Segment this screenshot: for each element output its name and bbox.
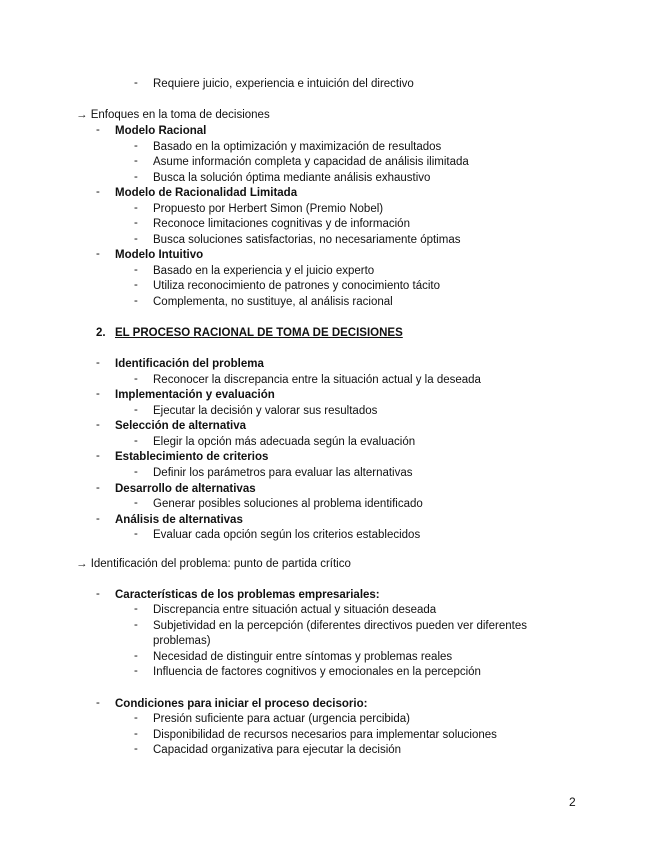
bullet-dash: -	[134, 497, 138, 509]
section-title: EL PROCESO RACIONAL DE TOMA DE DECISIONES	[115, 327, 403, 339]
subheading: Modelo Racional	[115, 125, 207, 137]
subheading: Modelo Intuitivo	[115, 249, 204, 261]
list-item: Reconoce limitaciones cognitivas y de información	[153, 218, 410, 230]
list-item: Asume información completa y capacidad de análisis ilimitada	[153, 156, 469, 168]
bullet-dash: -	[134, 728, 138, 740]
bullet-dash: -	[134, 295, 138, 307]
bullet-dash: -	[134, 77, 138, 89]
subheading: Análisis de alternativas	[115, 514, 243, 526]
list-item: Discrepancia entre situación actual y situación deseada	[153, 604, 437, 616]
subheading: Identificación del problema	[115, 358, 264, 370]
list-item: Ejecutar la decisión y valorar sus resultados	[153, 405, 378, 417]
bullet-dash: -	[134, 404, 138, 416]
list-item: Propuesto por Herbert Simon (Premio Nobel)	[153, 203, 384, 215]
bullet-dash: -	[96, 186, 100, 198]
bullet-dash: -	[96, 482, 100, 494]
subheading: Condiciones para iniciar el proceso decisorio:	[115, 698, 368, 710]
list-item: Necesidad de distinguir entre síntomas y problemas reales	[153, 651, 453, 663]
bullet-dash: -	[96, 388, 100, 400]
bullet-dash: -	[134, 217, 138, 229]
subheading: Modelo de Racionalidad Limitada	[115, 187, 298, 199]
bullet-dash: -	[134, 743, 138, 755]
bullet-dash: -	[134, 650, 138, 662]
bullet-dash: -	[134, 665, 138, 677]
subheading: Características de los problemas empresariales:	[115, 589, 380, 601]
bullet-dash: -	[134, 528, 138, 540]
subheading: Implementación y evaluación	[115, 389, 275, 401]
bullet-dash: -	[96, 588, 100, 600]
subheading: Desarrollo de alternativas	[115, 483, 256, 495]
page-number: 2	[569, 795, 576, 809]
list-item: Definir los parámetros para evaluar las alternativas	[153, 467, 413, 479]
section-heading: → Enfoques en la toma de decisiones	[76, 109, 270, 121]
bullet-dash: -	[96, 697, 100, 709]
list-item: Busca soluciones satisfactorias, no necesariamente óptimas	[153, 234, 461, 246]
bullet-dash: -	[134, 373, 138, 385]
bullet-dash: -	[96, 124, 100, 136]
list-item: Elegir la opción más adecuada según la evaluación	[153, 436, 416, 448]
list-item: Busca la solución óptima mediante análisis exhaustivo	[153, 172, 431, 184]
list-item: Evaluar cada opción según los criterios establecidos	[153, 529, 421, 541]
bullet-dash: -	[96, 450, 100, 462]
subheading: Establecimiento de criterios	[115, 451, 269, 463]
bullet-dash: -	[134, 171, 138, 183]
bullet-dash: -	[134, 264, 138, 276]
bullet-dash: -	[134, 466, 138, 478]
list-item: Presión suficiente para actuar (urgencia percibida)	[153, 713, 410, 725]
bullet-dash: -	[134, 233, 138, 245]
bullet-dash: -	[134, 202, 138, 214]
bullet-dash: -	[134, 619, 138, 631]
bullet-dash: -	[134, 155, 138, 167]
bullet-dash: -	[134, 140, 138, 152]
list-item: Basado en la experiencia y el juicio experto	[153, 265, 375, 277]
list-item: Reconocer la discrepancia entre la situación actual y la deseada	[153, 374, 481, 386]
bullet-dash: -	[134, 712, 138, 724]
list-item-continuation: problemas)	[153, 635, 211, 647]
subheading: Selección de alternativa	[115, 420, 247, 432]
bullet-dash: -	[134, 279, 138, 291]
list-item: Capacidad organizativa para ejecutar la decisión	[153, 744, 402, 756]
list-item: Subjetividad en la percepción (diferentes directivos pueden ver diferentes	[153, 620, 527, 632]
list-item: Utiliza reconocimiento de patrones y conocimiento tácito	[153, 280, 441, 292]
bullet-dash: -	[96, 248, 100, 260]
bullet-dash: -	[134, 435, 138, 447]
section-number: 2.	[96, 327, 106, 339]
bullet-dash: -	[96, 419, 100, 431]
section-heading: → Identificación del problema: punto de partida crítico	[76, 558, 351, 570]
bullet-dash: -	[134, 603, 138, 615]
list-item: Complementa, no sustituye, al análisis racional	[153, 296, 393, 308]
bullet-dash: -	[96, 357, 100, 369]
list-item: Influencia de factores cognitivos y emocionales en la percepción	[153, 666, 481, 678]
list-item: Generar posibles soluciones al problema identificado	[153, 498, 423, 510]
list-item: Requiere juicio, experiencia e intuición del directivo	[153, 78, 414, 90]
bullet-dash: -	[96, 513, 100, 525]
list-item: Disponibilidad de recursos necesarios para implementar soluciones	[153, 729, 497, 741]
list-item: Basado en la optimización y maximización de resultados	[153, 141, 442, 153]
